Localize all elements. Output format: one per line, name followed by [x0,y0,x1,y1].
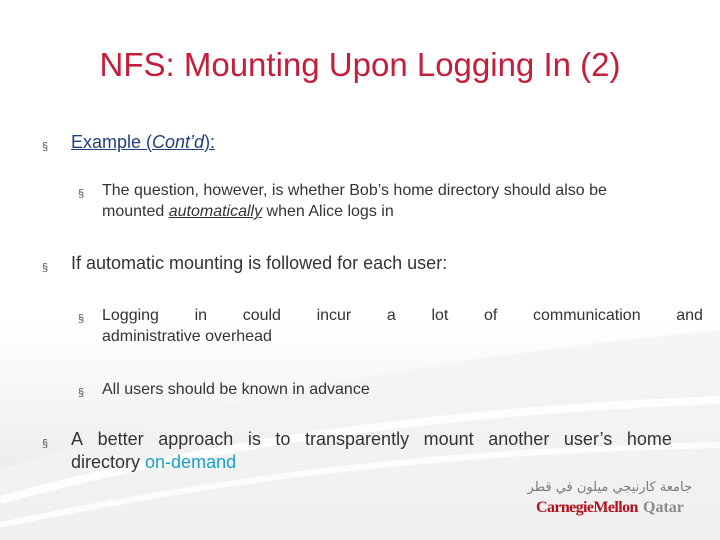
word: mount [423,429,474,449]
bullet-marker: § [42,262,49,274]
word: home [626,429,672,449]
cmu-qatar-logo [528,480,692,522]
word: approach [158,429,234,449]
subbullet-overhead-line1 [102,305,703,326]
word: another [488,429,550,449]
word: lot [431,307,449,324]
bullet-example-text[interactable]: Example (Cont’d): [71,132,216,152]
bullet-marker: § [42,438,49,450]
bullet-marker: § [78,387,85,399]
bullet-marker: § [78,313,85,325]
subbullet-overhead-line2: administrative overhead [102,328,272,345]
logo-qatar: Qatar [643,499,684,516]
word: Logging [102,307,159,324]
logo-arabic-text: جامعة كارنيجي ميلون في قطر [527,480,692,495]
word: incur [316,307,352,324]
word: a [386,307,396,324]
word: better [97,429,144,449]
word: of [484,307,498,324]
word: to [275,429,291,449]
word: is [247,429,261,449]
word: transparently [305,429,410,449]
word: A [71,429,84,449]
word: and [676,307,703,324]
word: could [242,307,281,324]
subbullet-question-line2: mounted automatically when Alice logs in [102,203,394,220]
slide-title: NFS: Mounting Upon Logging In (2) [99,46,621,83]
subbullet-question-line1: The question, however, is whether Bob’s home directory should also be [102,182,607,199]
bullet-better-approach-line2: directory on-demand [71,452,237,472]
subbullet-users-known-text: All users should be known in advance [102,381,370,398]
word: communication [532,307,641,324]
word: user’s [563,429,613,449]
emphasis-automatically: automatically [168,203,263,220]
on-demand-highlight: on-demand [145,452,237,472]
bullet-marker: § [42,141,49,153]
word: in [194,307,208,324]
bullet-marker: § [78,188,85,200]
bullet-better-approach-line1 [71,428,672,451]
logo-carnegie-mellon: CarnegieMellon [536,499,638,516]
bullet-automatic-mounting-text: If automatic mounting is followed for each user: [71,253,448,273]
